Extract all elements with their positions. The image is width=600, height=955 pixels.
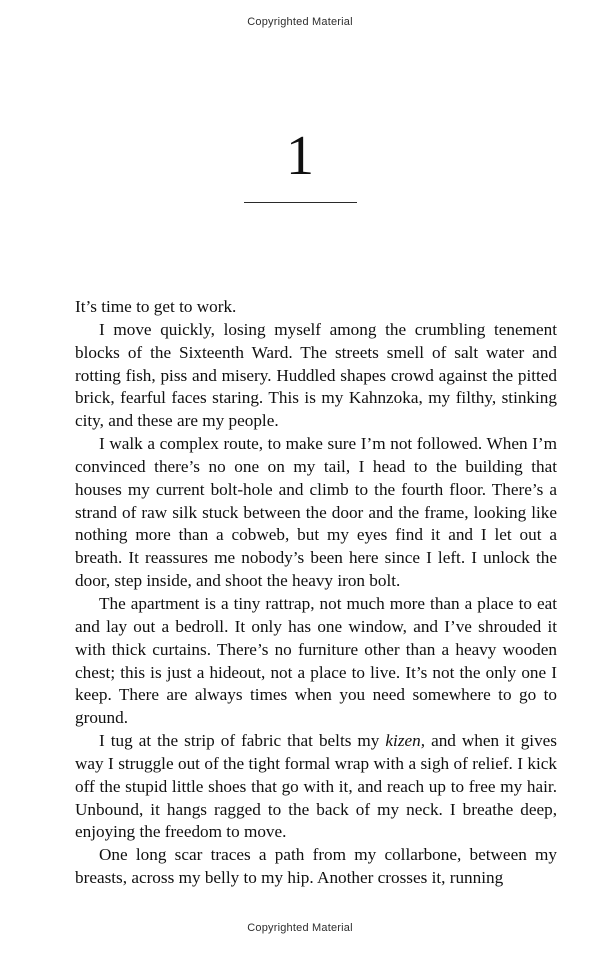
paragraph [75, 433, 557, 593]
chapter-rule [244, 202, 357, 203]
paragraph [75, 730, 557, 844]
italic-text-run: kizen, [385, 731, 426, 751]
paragraph [75, 593, 557, 730]
copyright-notice-top: Copyrighted Material [247, 16, 353, 28]
text-run: I move quickly, losing myself among the crumbling tenement blocks of the Sixteenth Ward. The streets smell of salt water and rotting fish, piss and misery. Huddled shapes crowd against the pitted brick, fearful faces staring. This is my Kahnzoka, my filthy, stinking city, and these are my people. [75, 319, 557, 431]
text-run: I tug at the strip of fabric that belts my [99, 731, 386, 751]
chapter-number: 1 [286, 125, 314, 187]
text-run: and when it gives way I struggle out of the tight formal wrap with a sigh of relief. I kick off the stupid little shoes that go with it, and reach up to free my hair. Unbound, it hangs ragged to the back of my neck. I breathe deep, enjoying the freedom to move. [75, 731, 557, 842]
text-run: I walk a complex route, to make sure I’m not followed. When I’m convinced there’s no one on my tail, I head to the building that houses my current bolt-hole and climb to the fourth floor. There’s a strand of raw silk stuck between the door and the frame, looking like nothing more than a cobweb, but my eyes find it and I let out a breath. It reassures me nobody’s been here since I left. I unlock the door, step inside, and shoot the heavy iron bolt. [75, 434, 557, 591]
paragraph [75, 296, 557, 319]
text-run: One long scar traces a path from my collarbone, between my breasts, across my belly to my hip. Another crosses it, running [75, 845, 557, 888]
chapter-heading [0, 0, 600, 203]
paragraph [75, 844, 557, 890]
text-run: The apartment is a tiny rattrap, not much more than a place to eat and lay out a bedroll. It only has one window, and I’ve shrouded it with thick curtains. There’s no furniture other than a heavy wooden chest; this is just a hideout, not a place to live. It’s not the only one I keep. There are always times when you need somewhere to go to ground. [75, 593, 557, 728]
body-text [75, 296, 557, 890]
text-run: It’s time to get to work. [75, 297, 237, 316]
paragraph [75, 319, 557, 433]
copyright-notice-bottom: Copyrighted Material [247, 922, 353, 934]
